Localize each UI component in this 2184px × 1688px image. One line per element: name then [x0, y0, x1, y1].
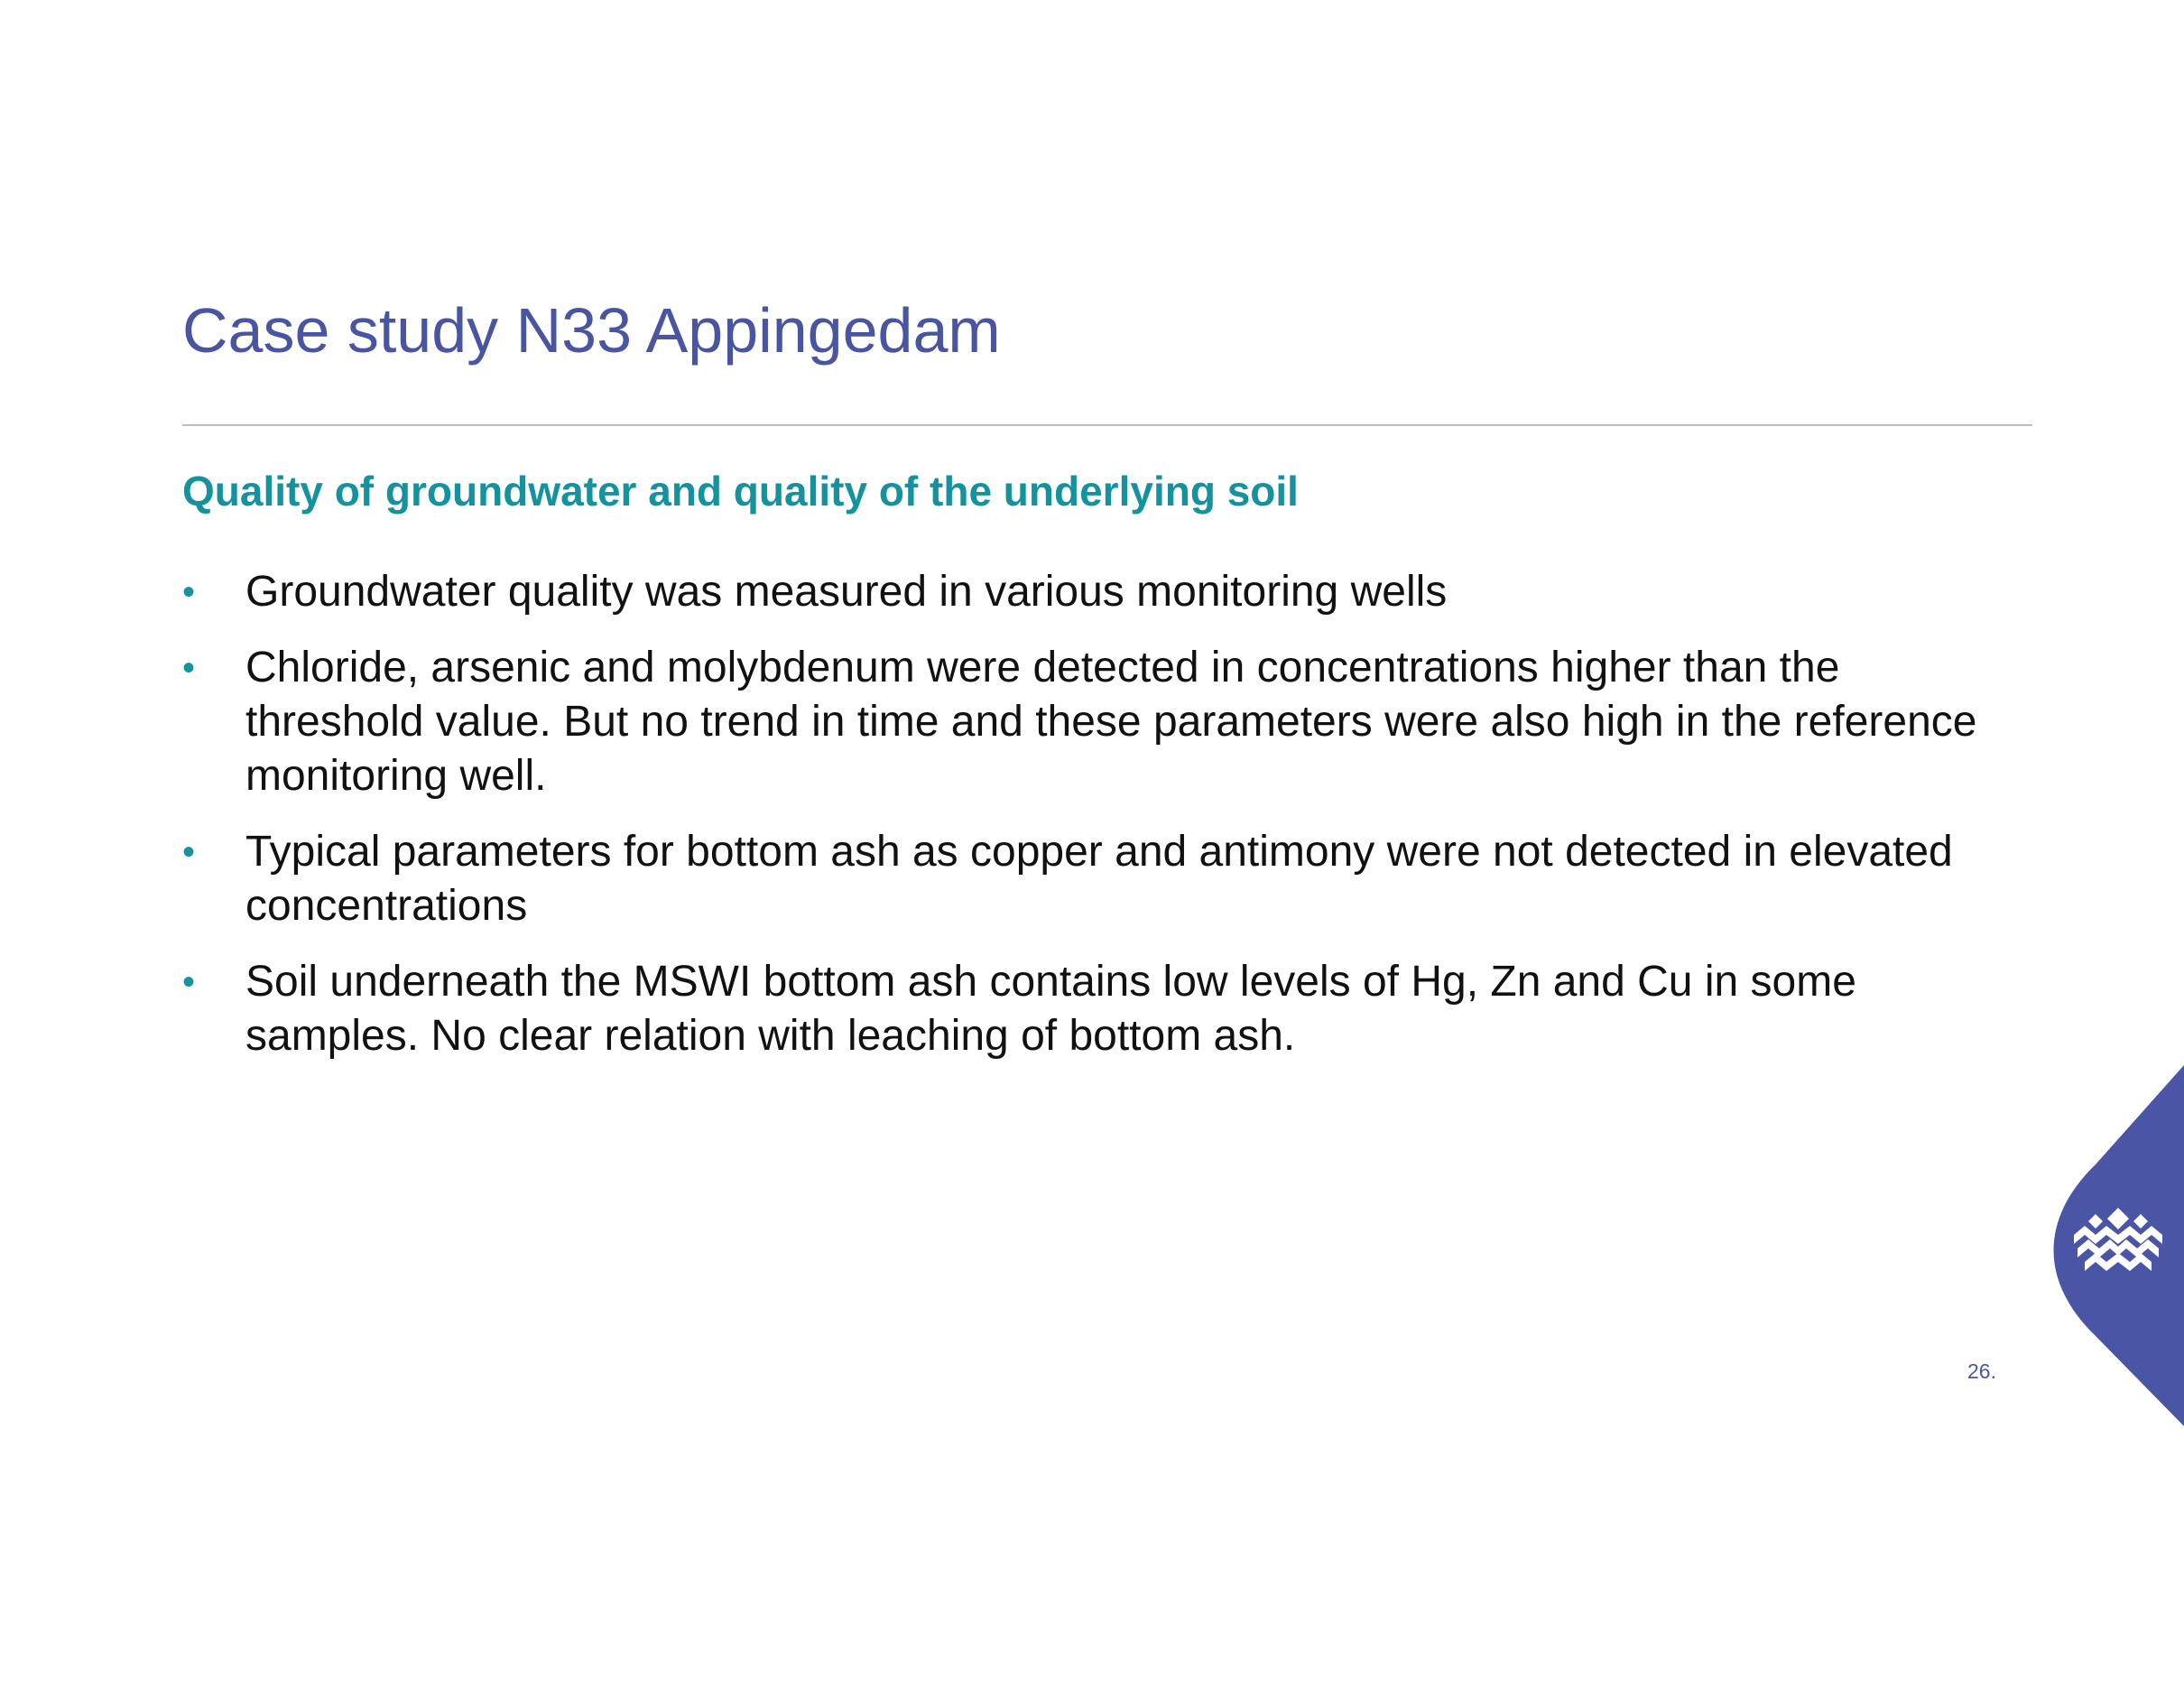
bullet-text: Typical parameters for bottom ash as copper and antimony were not detected in elevated concentrations: [245, 828, 1953, 930]
bullet-item-chloride: [182, 641, 1987, 803]
bullet-list: [182, 565, 1987, 1085]
waves-crown-logo-icon: [2040, 1065, 2184, 1426]
section-heading: Quality of groundwater and quality of the underlying soil: [182, 468, 1299, 515]
title-divider: [182, 424, 2032, 426]
slide-title: Case study N33 Appingedam: [182, 295, 1001, 366]
bullet-item-typical-parameters: [182, 825, 1987, 933]
bullet-text: Chloride, arsenic and molybdenum were detected in concentrations higher than the threshold value. But no trend in time and these parameters were also high in the reference monitoring well.: [245, 644, 1977, 800]
page-number: 26.: [1967, 1359, 1996, 1383]
bullet-dot-icon: •: [182, 832, 196, 872]
bullet-text: Groundwater quality was measured in various monitoring wells: [245, 568, 1448, 616]
bullet-dot-icon: •: [182, 572, 196, 612]
bullet-dot-icon: •: [182, 648, 196, 688]
bullet-dot-icon: •: [182, 962, 196, 1002]
bullet-text: Soil underneath the MSWI bottom ash contains low levels of Hg, Zn and Cu in some samples. No clear relation with leaching of bottom ash.: [245, 958, 1856, 1060]
bullet-item-groundwater: [182, 565, 1987, 619]
bullet-item-soil: [182, 955, 1987, 1063]
